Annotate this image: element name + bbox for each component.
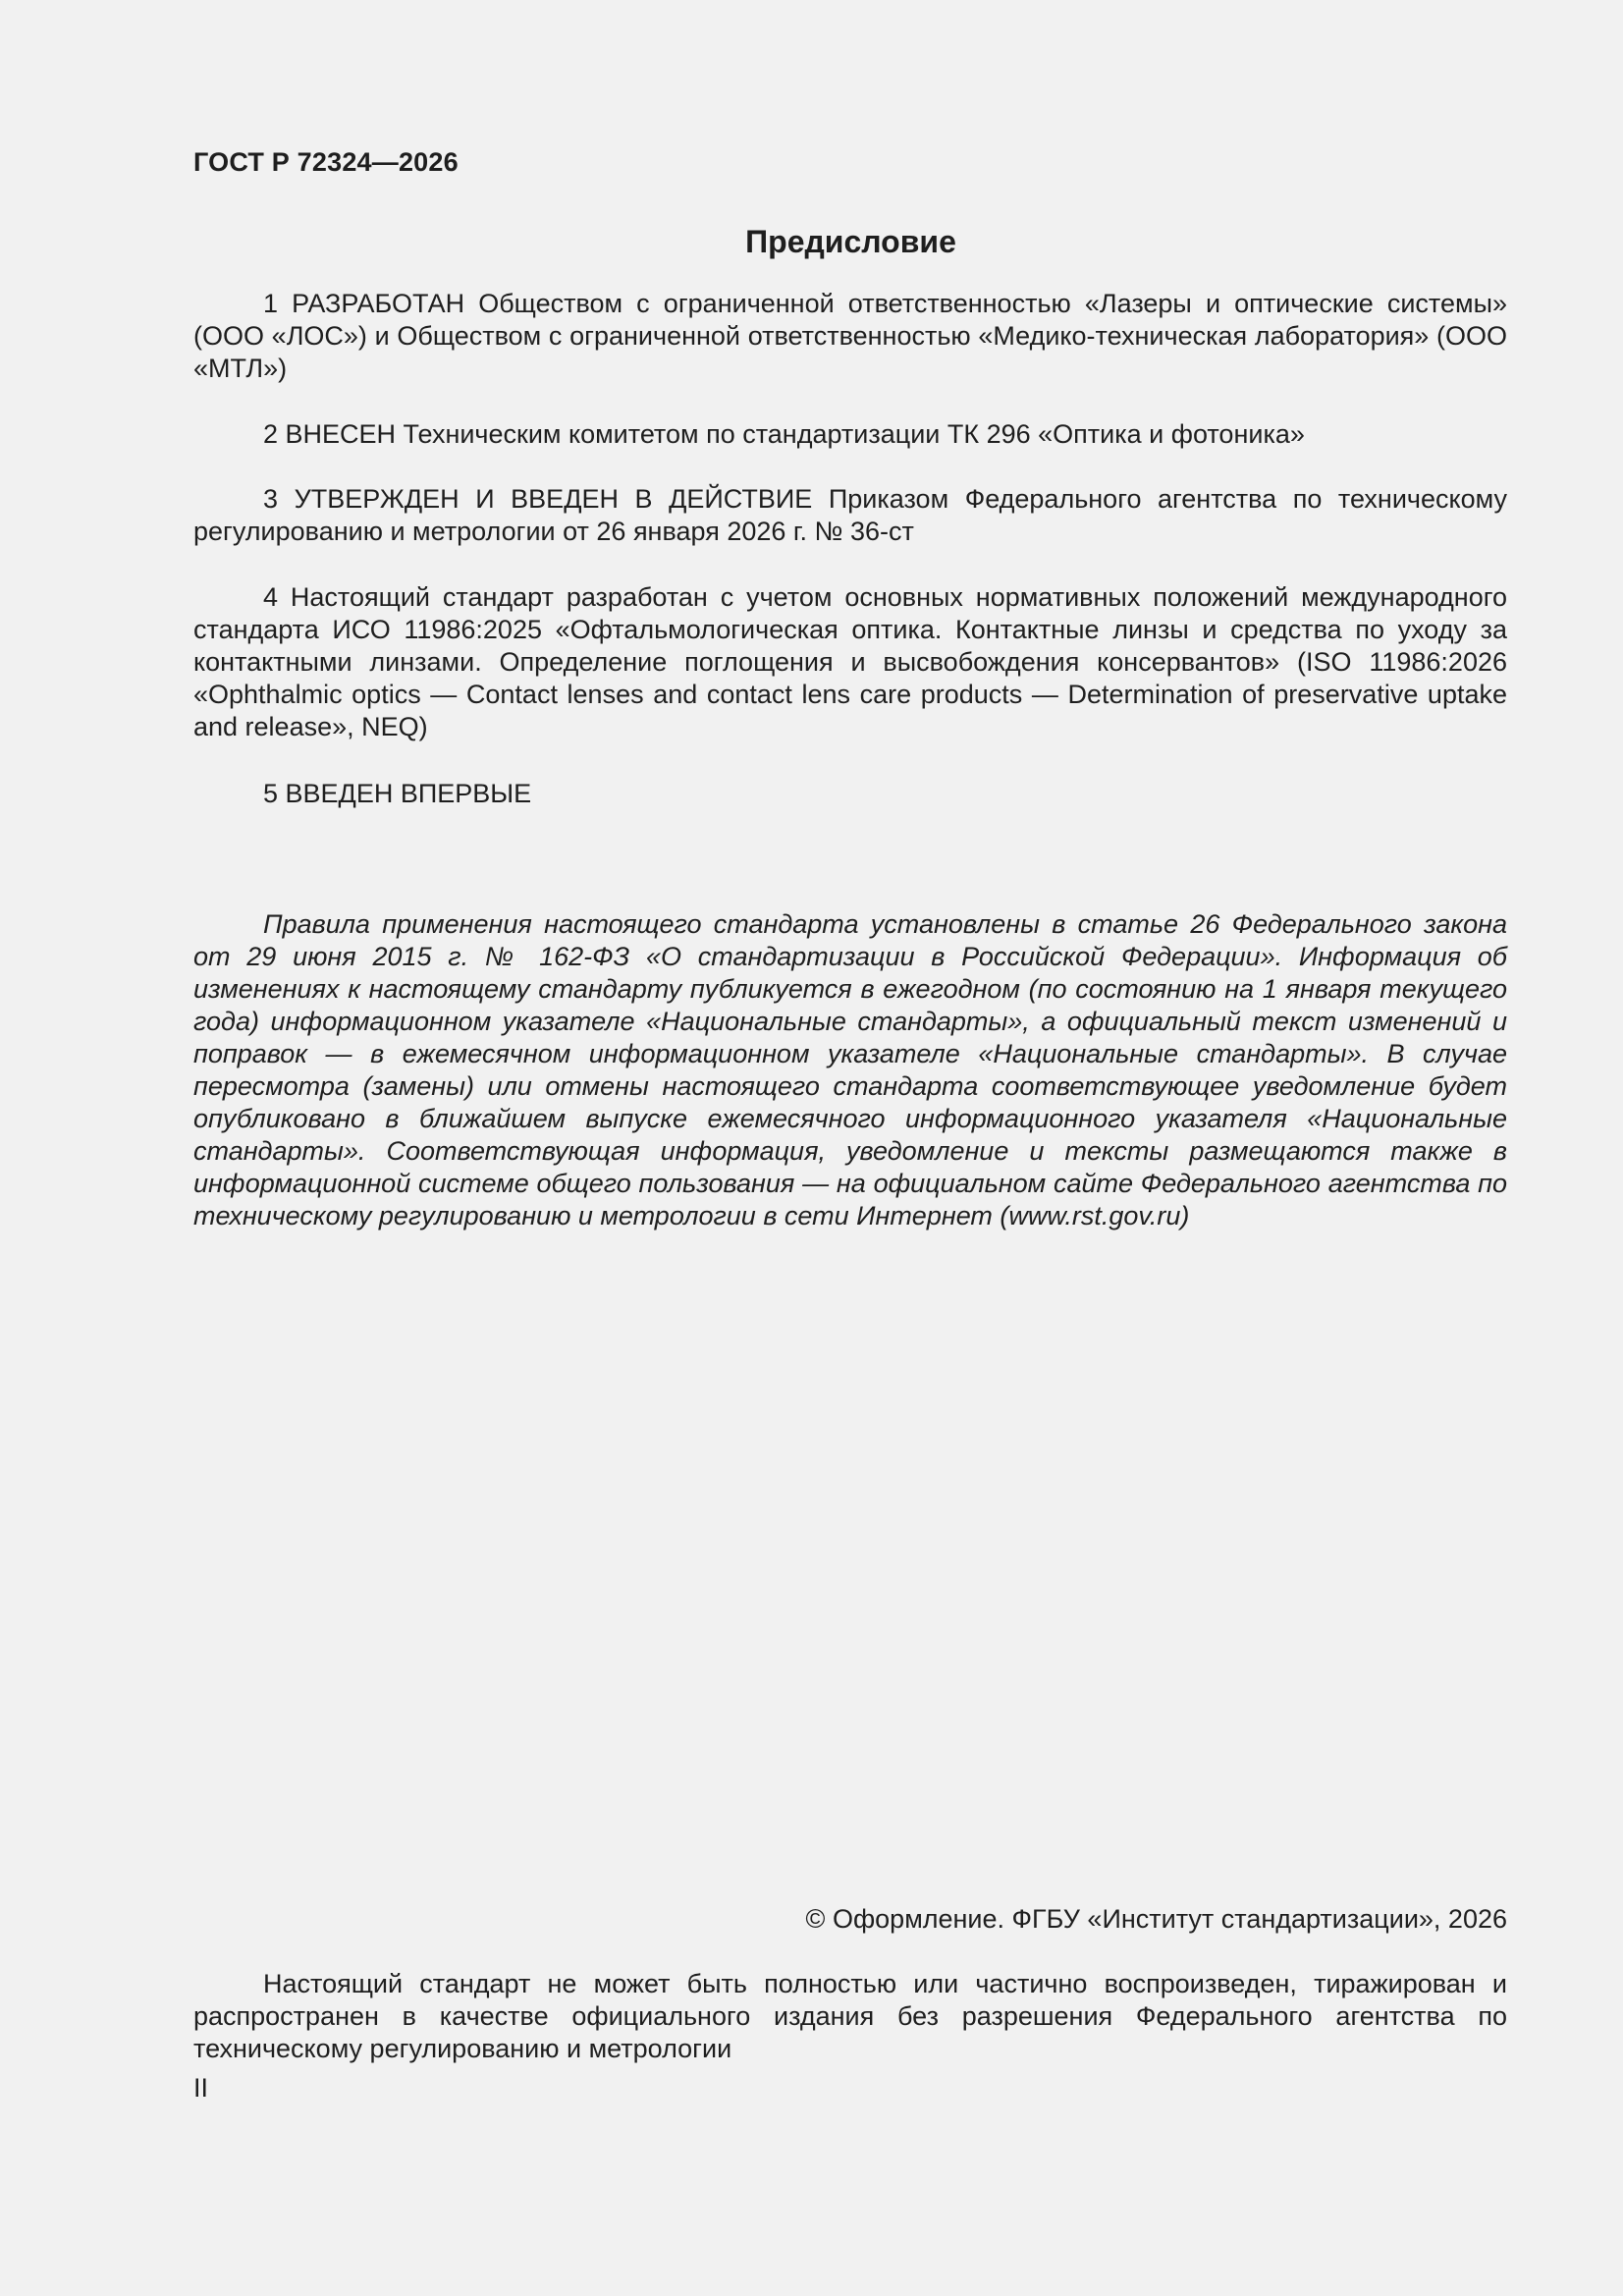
rules-notice: Правила применения настоящего стандарта установлены в статье 26 Федерального закона от 29 июня 2015 г. № 162-ФЗ «О стандартизации в Российской Федерации». Информация об изменениях к настоящему стандарту публикуется в ежегодном (по состоянию на 1 января текущего года) информационном указателе «Национальные стандарты», а официальный текст изменений и поправок — в ежемесячном информационном указателе «Национальные стандарты». В случае пересмотра (замены) или отмены настоящего стандарта соответствующее уведомление будет опубликовано в ближайшем выпуске ежемесячного информационного указателя «Национальные стандарты». Соответствующая информация, уведомление и тексты размещаются также в информационной системе общего пользования — на официальном сайте Федерального агентства по техническому регулированию и метрологии в сети Интернет (www.rst.gov.ru) (193, 909, 1507, 1230)
foreword-item-submitted: 2 ВНЕСЕН Техническим комитетом по стандартизации ТК 296 «Оптика и фотоника» (263, 419, 1305, 449)
page-number: II (193, 2073, 209, 2103)
foreword-item-developed: 1 РАЗРАБОТАН Обществом с ограниченной ответственностью «Лазеры и оптические системы» (ООО «ЛОС») и Обществом с ограниченной ответственностью «Медико-техническая лаборатория» (ООО «МТЛ») (193, 289, 1507, 383)
foreword-item-approved: 3 УТВЕРЖДЕН И ВВЕДЕН В ДЕЙСТВИЕ Приказом Федерального агентства по техническому регулированию и метрологии от 26 января 2026 г. № 36-ст (193, 484, 1507, 546)
reproduction-notice: Настоящий стандарт не может быть полностью или частично воспроизведен, тиражирован и распространен в качестве официального издания без разрешения Федерального агентства по техническому регулированию и метрологии (193, 1969, 1507, 2063)
copyright-line: © Оформление. ФГБУ «Институт стандартизации», 2026 (805, 1904, 1507, 1934)
page-title: Предисловие (745, 224, 956, 259)
standard-designation: ГОСТ Р 72324—2026 (193, 147, 459, 177)
foreword-item-basis: 4 Настоящий стандарт разработан с учетом основных нормативных положений международного стандарта ИСО 11986:2025 «Офтальмологическая оптика. Контактные линзы и средства по уходу за контактными линзами. Определение поглощения и высвобождения консервантов» (ISO 11986:2026 «Ophthalmic optics — Contact lenses and contact lens care products — Determination of preservative uptake and release», NEQ) (193, 582, 1507, 741)
foreword-item-introduced: 5 ВВЕДЕН ВПЕРВЫЕ (263, 779, 532, 808)
